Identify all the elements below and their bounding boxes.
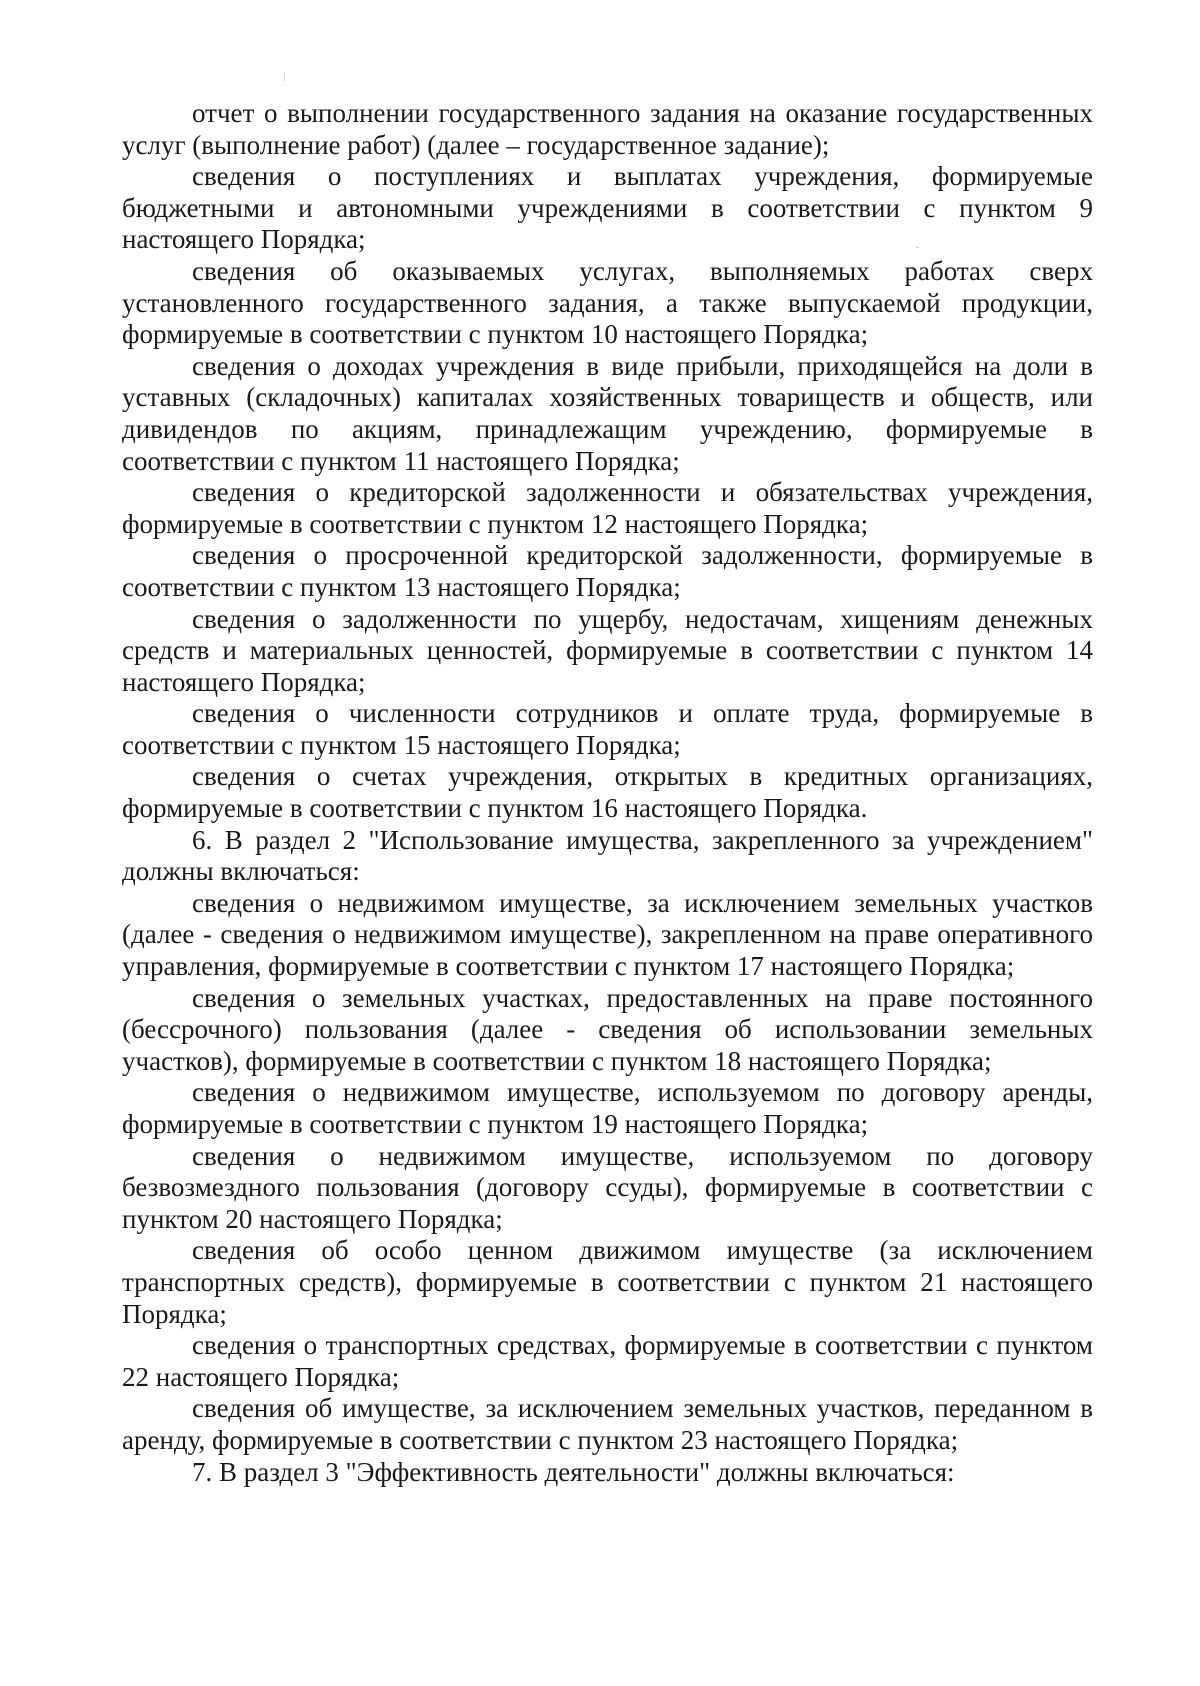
paragraph-bank-accounts: сведения о счетах учреждения, открытых в кредитных организациях, формируемые в соответствии с пунктом 16 настоящего Порядка. bbox=[122, 761, 1093, 824]
paragraph-damage-debt: сведения о задолженности по ущербу, недостачам, хищениям денежных средств и материальных ценностей, формируемые в соответствии с пунктом 14 настоящего Порядка; bbox=[122, 603, 1093, 697]
paragraph-staff-pay: сведения о численности сотрудников и оплате труда, формируемые в соответствии с пунктом 15 настоящего Порядка; bbox=[122, 698, 1093, 760]
paragraph-real-estate-operational: сведения о недвижимом имуществе, за исключением земельных участков (далее - сведения о недвижимом имуществе), закрепленном на праве оперативного управления, формируемые в соответствии с пунктом 17 настоящего Порядка; bbox=[122, 887, 1093, 982]
paragraph-real-estate-free-use: сведения о недвижимом имуществе, используемом по договору безвозмездного пользования (договору ссуды), формируемые в соответствии с пунктом 20 настоящего Порядка; bbox=[122, 1140, 1093, 1234]
paragraph-receipts-payments: сведения о поступлениях и выплатах учреждения, формируемые бюджетными и автономными учреждениями в соответствии с пунктом 9 настоящего Порядка; bbox=[122, 161, 1093, 255]
paragraph-income-profit: сведения о доходах учреждения в виде прибыли, приходящейся на доли в уставных (складочных) капиталах хозяйственных товариществ и обществ, или дивидендов по акциям, принадлежащим учреждению, формируемые в соответствии с пунктом 11 настоящего Порядка; bbox=[122, 350, 1093, 476]
paragraph-vehicles: сведения о транспортных средствах, формируемые в соответствии с пунктом 22 настоящего Порядка; bbox=[122, 1330, 1093, 1392]
paragraph-real-estate-lease: сведения о недвижимом имуществе, используемом по договору аренды, формируемые в соответствии с пунктом 19 настоящего Порядка; bbox=[122, 1077, 1093, 1139]
scan-artifact-top bbox=[284, 72, 285, 81]
document-body bbox=[122, 98, 1093, 1488]
section-2-heading: 6. В раздел 2 "Использование имущества, закрепленного за учреждением" должны включаться: bbox=[122, 824, 1093, 887]
paragraph-creditor-debt: сведения о кредиторской задолженности и обязательствах учреждения, формируемые в соответствии с пунктом 12 настоящего Порядка; bbox=[122, 477, 1093, 539]
paragraph-overdue-debt: сведения о просроченной кредиторской задолженности, формируемые в соответствии с пунктом 13 настоящего Порядка; bbox=[122, 540, 1093, 602]
paragraph-valuable-movables: сведения об особо ценном движимом имуществе (за исключением транспортных средств), формируемые в соответствии с пунктом 21 настоящего Порядка; bbox=[122, 1235, 1093, 1329]
paragraph-property-leased-out: сведения об имуществе, за исключением земельных участков, переданном в аренду, формируемые в соответствии с пунктом 23 настоящего Порядка; bbox=[122, 1393, 1093, 1455]
paragraph-land-plots: сведения о земельных участках, предоставленных на праве постоянного (бессрочного) пользования (далее - сведения об использовании земельных участков), формируемые в соответствии с пунктом 18 настоящего Порядка; bbox=[122, 982, 1093, 1076]
paragraph-state-task-report: отчет о выполнении государственного задания на оказание государственных услуг (выполнение работ) (далее – государственное задание); bbox=[122, 98, 1093, 160]
section-3-heading: 7. В раздел 3 "Эффективность деятельности" должны включаться: bbox=[192, 1456, 955, 1487]
paragraph-services-works: сведения об оказываемых услугах, выполняемых работах сверх установленного государственного задания, а также выпускаемой продукции, формируемые в соответствии с пунктом 10 настоящего Порядка; bbox=[122, 255, 1093, 350]
